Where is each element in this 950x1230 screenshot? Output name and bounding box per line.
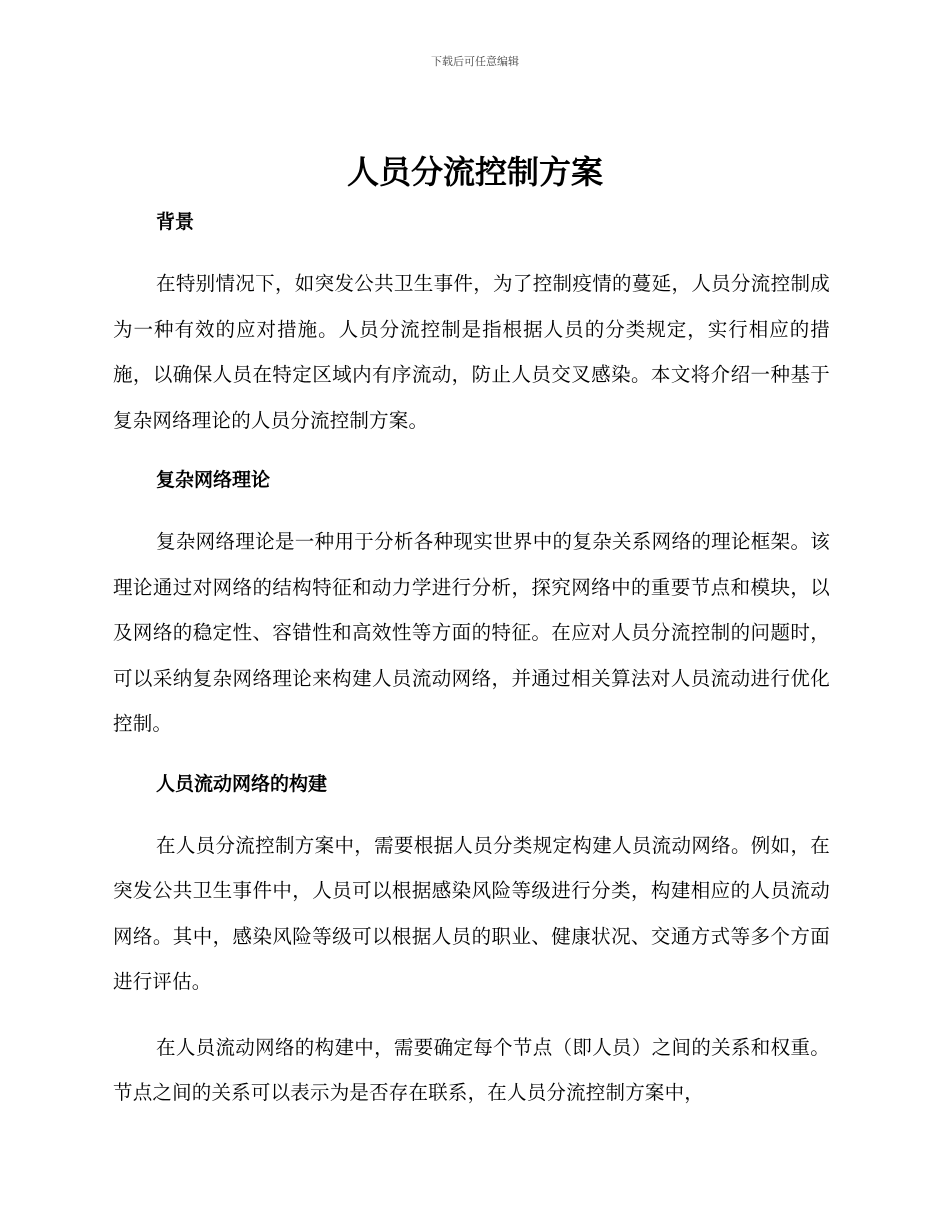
paragraph-network-construction-2: 在人员流动网络的构建中，需要确定每个节点（即人员）之间的关系和权重。节点之间的关系可以表示为是否存在联系，在人员分流控制方案中， [113,1035,830,1104]
paragraph-background: 在特别情况下，如突发公共卫生事件，为了控制疫情的蔓延，人员分流控制成为一种有效的应对措施。人员分流控制是指根据人员的分类规定，实行相应的措施，以确保人员在特定区域内有序流动，防止人员交叉感染。本文将介绍一种基于复杂网络理论的人员分流控制方案。 [113,272,830,432]
document-title: 人员分流控制方案 [346,153,603,191]
document-body [113,205,830,1116]
section-heading-complex-network-theory: 复杂网络理论 [156,469,271,491]
paragraph-complex-network-theory: 复杂网络理论是一种用于分析各种现实世界中的复杂关系网络的理论框架。该理论通过对网络的结构特征和动力学进行分析，探究网络中的重要节点和模块，以及网络的稳定性、容错性和高效性等方面的特征。在应对人员分流控制的问题时，可以采纳复杂网络理论来构建人员流动网络，并通过相关算法对人员流动进行优化控制。 [113,530,830,735]
section-heading-background: 背景 [156,211,195,233]
page-header-note: 下载后可任意编辑 [431,55,519,68]
section-heading-network-construction: 人员流动网络的构建 [156,772,328,795]
paragraph-network-construction-1: 在人员分流控制方案中，需要根据人员分类规定构建人员流动网络。例如，在突发公共卫生事件中，人员可以根据感染风险等级进行分类，构建相应的人员流动网络。其中，感染风险等级可以根据人员的职业、健康状况、交通方式等多个方面进行评估。 [113,833,830,993]
